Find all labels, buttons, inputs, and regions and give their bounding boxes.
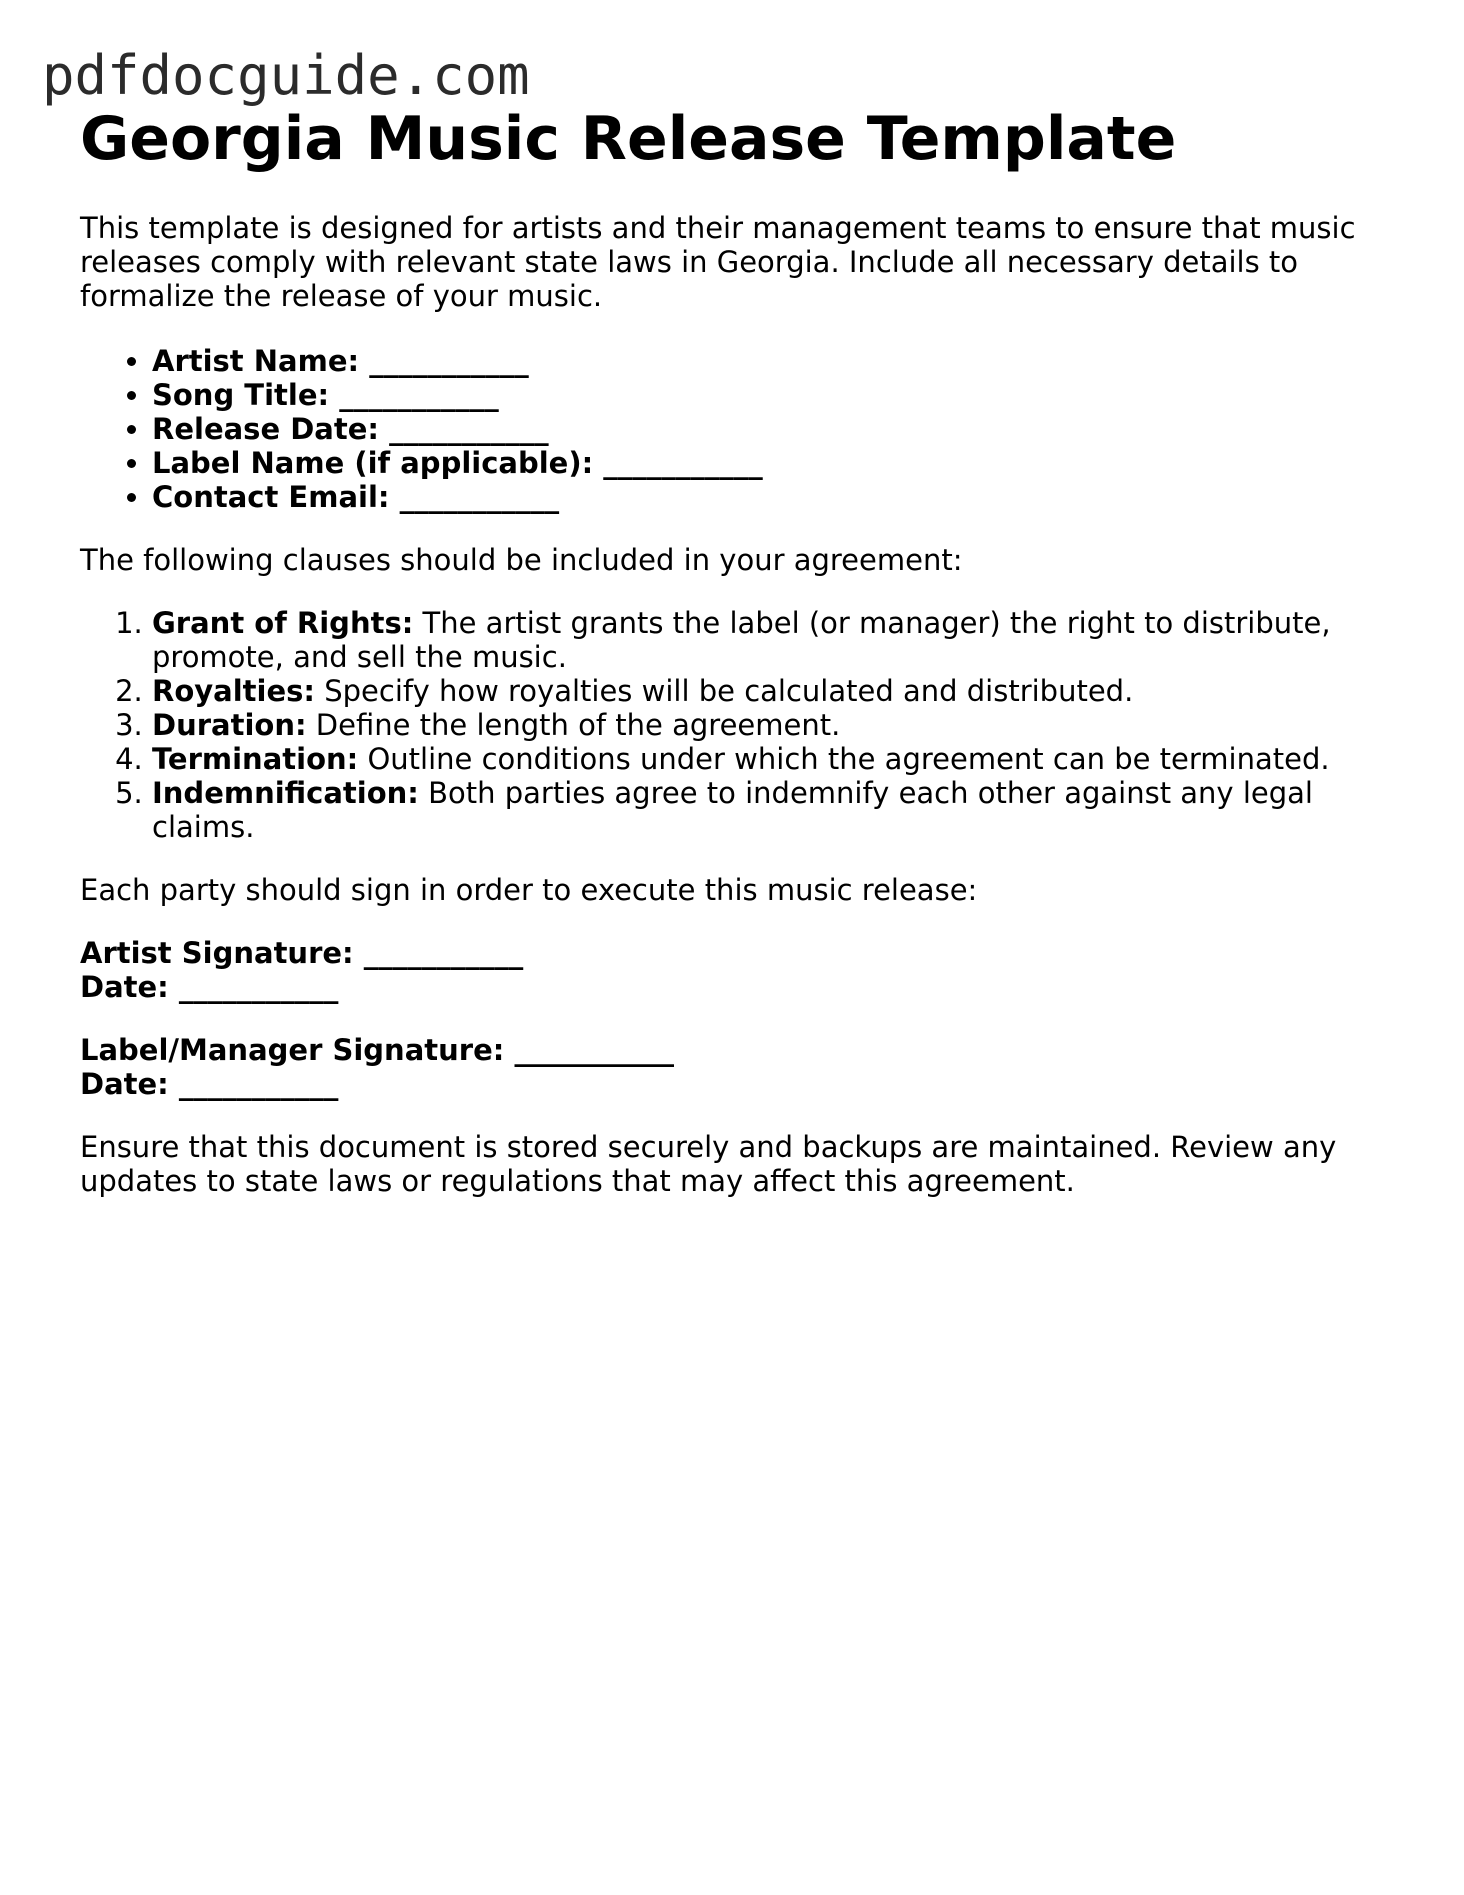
artist-signature-block bbox=[80, 936, 1380, 1004]
field-contact-email: • Contact Email: ___________ bbox=[152, 480, 1380, 514]
field-label-name: • Label Name (if applicable): ___________ bbox=[152, 446, 1380, 480]
field-song-title: • Song Title: ___________ bbox=[152, 378, 1380, 412]
clause-text: The artist grants the label (or manager) the right to distribute, promote, and sell the music. bbox=[152, 606, 1331, 674]
field-artist-name: • Artist Name: ___________ bbox=[152, 344, 1380, 378]
clauses-intro: The following clauses should be included in your agreement: bbox=[80, 543, 963, 577]
clause-grant-of-rights bbox=[152, 606, 1380, 674]
field-release-date: • Release Date: ___________ bbox=[152, 412, 1380, 446]
label-signature-line: Label/Manager Signature: ___________ bbox=[80, 1033, 674, 1067]
clause-term: Indemnification: bbox=[152, 776, 419, 810]
clause-text: Specify how royalties will be calculated and distributed. bbox=[315, 674, 1134, 708]
artist-signature-line: Artist Signature: ___________ bbox=[80, 936, 524, 970]
document-page bbox=[80, 100, 1380, 1198]
clause-text: Outline conditions under which the agreement can be terminated. bbox=[358, 742, 1330, 776]
footer-note: Ensure that this document is stored securely and backups are maintained. Review any updates to state laws or regulations that may affect this agreement. bbox=[80, 1130, 1337, 1198]
clause-termination bbox=[152, 742, 1380, 776]
watermark-text: pdfdocguide.com bbox=[42, 44, 530, 107]
field-list bbox=[80, 344, 1380, 514]
clause-list bbox=[80, 606, 1380, 844]
artist-date-line: Date: ___________ bbox=[80, 970, 339, 1004]
sign-intro: Each party should sign in order to execute this music release: bbox=[80, 873, 978, 907]
clause-term: Termination: bbox=[152, 742, 359, 776]
document-title: Georgia Music Release Template bbox=[80, 104, 1177, 174]
label-signature-block bbox=[80, 1033, 1380, 1101]
clause-duration bbox=[152, 708, 1380, 742]
clause-term: Royalties: bbox=[152, 674, 315, 708]
clause-text: Both parties agree to indemnify each other against any legal claims. bbox=[152, 776, 1313, 844]
clause-term: Duration: bbox=[152, 708, 307, 742]
intro-paragraph: This template is designed for artists and their management teams to ensure that music releases comply with relevant state laws in Georgia. Include all necessary details to formalize the release of your music. bbox=[80, 211, 1356, 313]
clause-royalties bbox=[152, 674, 1380, 708]
clause-text: Define the length of the agreement. bbox=[306, 708, 841, 742]
clause-indemnification bbox=[152, 776, 1380, 844]
clause-term: Grant of Rights: bbox=[152, 606, 414, 640]
label-date-line: Date: ___________ bbox=[80, 1067, 339, 1101]
